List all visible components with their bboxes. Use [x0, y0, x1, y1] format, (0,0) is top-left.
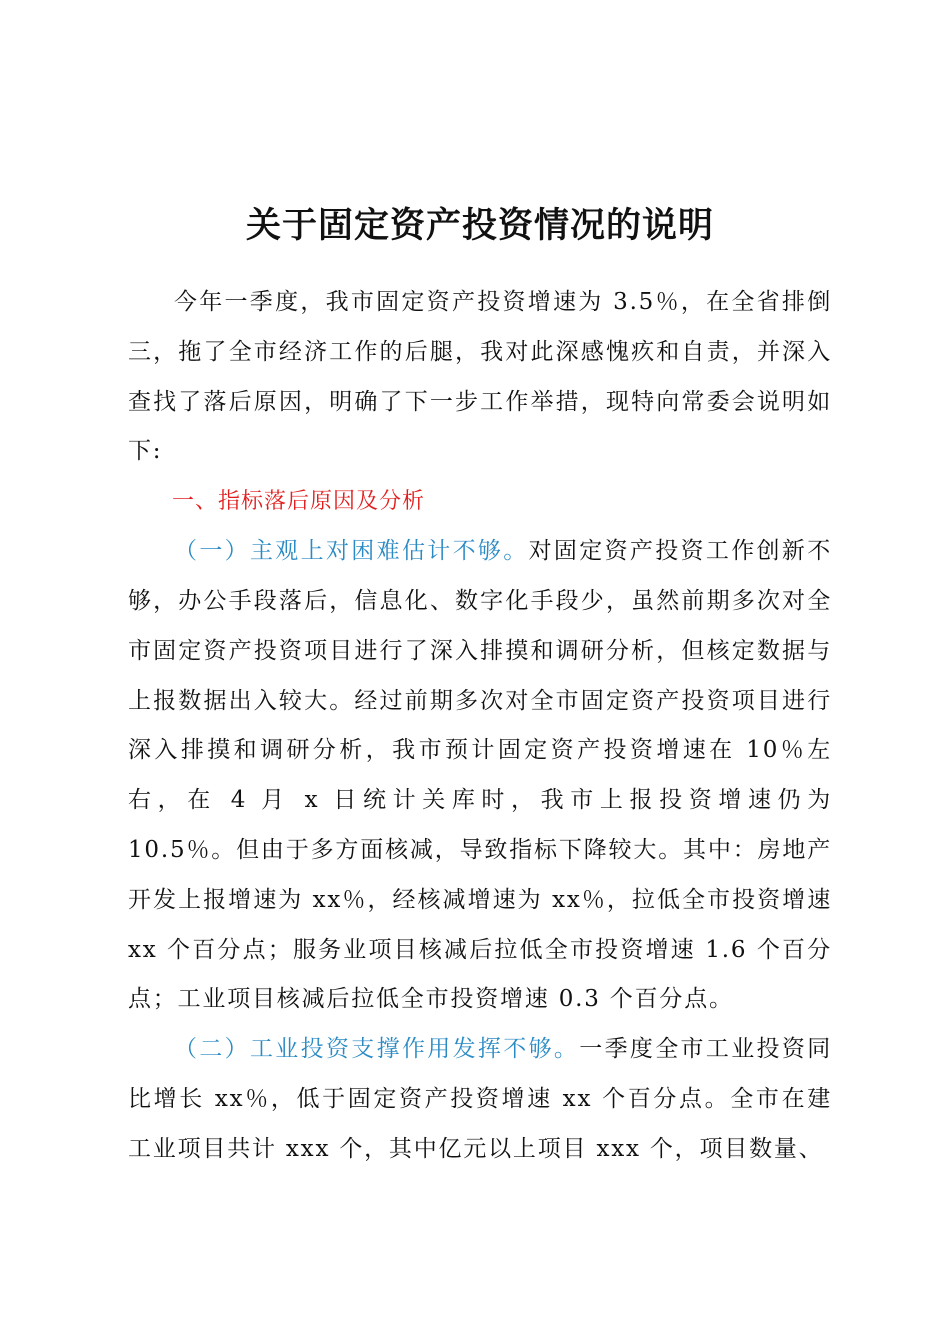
document-body: [128, 200, 832, 1175]
subheading-item-1: （一）主观上对困难估计不够。: [174, 538, 529, 565]
paragraph-item-1: [128, 527, 832, 1025]
paragraph-item-2: [128, 1025, 832, 1174]
paragraph-item-2-body: 一季度全市工业投资同比增长 xx％，低于固定资产投资增速 xx 个百分点。全市在建工业项目共计 xxx 个，其中亿元以上项目 xxx 个，项目数量、: [128, 1036, 832, 1162]
document-title: 关于固定资产投资情况的说明: [245, 206, 714, 246]
subheading-item-2: （二）工业投资支撑作用发挥不够。: [174, 1036, 580, 1063]
paragraph-item-1-body: 对固定资产投资工作创新不够，办公手段落后，信息化、数字化手段少，虽然前期多次对全市固定资产投资项目进行了深入排摸和调研分析，但核定数据与上报数据出入较大。经过前期多次对全市固定资产投资项目进行深入排摸和调研分析，我市预计固定资产投资增速在 10％左右，在 4 月 x 日统计关库时，我市上报投资增速仍为 10.5％。但由于多方面核减，导致指标下降较大。其中：房地产开发上报增速为 xx％，经核减增速为 xx％，拉低全市投资增速 xx 个百分点；服务业项目核减后拉低全市投资增速 1.6 个百分点；工业项目核减后拉低全市投资增速 0.3 个百分点。: [128, 538, 832, 1013]
intro-paragraph: 今年一季度，我市固定资产投资增速为 3.5％，在全省排倒三，拖了全市经济工作的后腿，我对此深感愧疚和自责，并深入查找了落后原因，明确了下一步工作举措，现特向常委会说明如下:: [128, 289, 832, 465]
section-heading-1: 一、指标落后原因及分析: [172, 489, 426, 515]
